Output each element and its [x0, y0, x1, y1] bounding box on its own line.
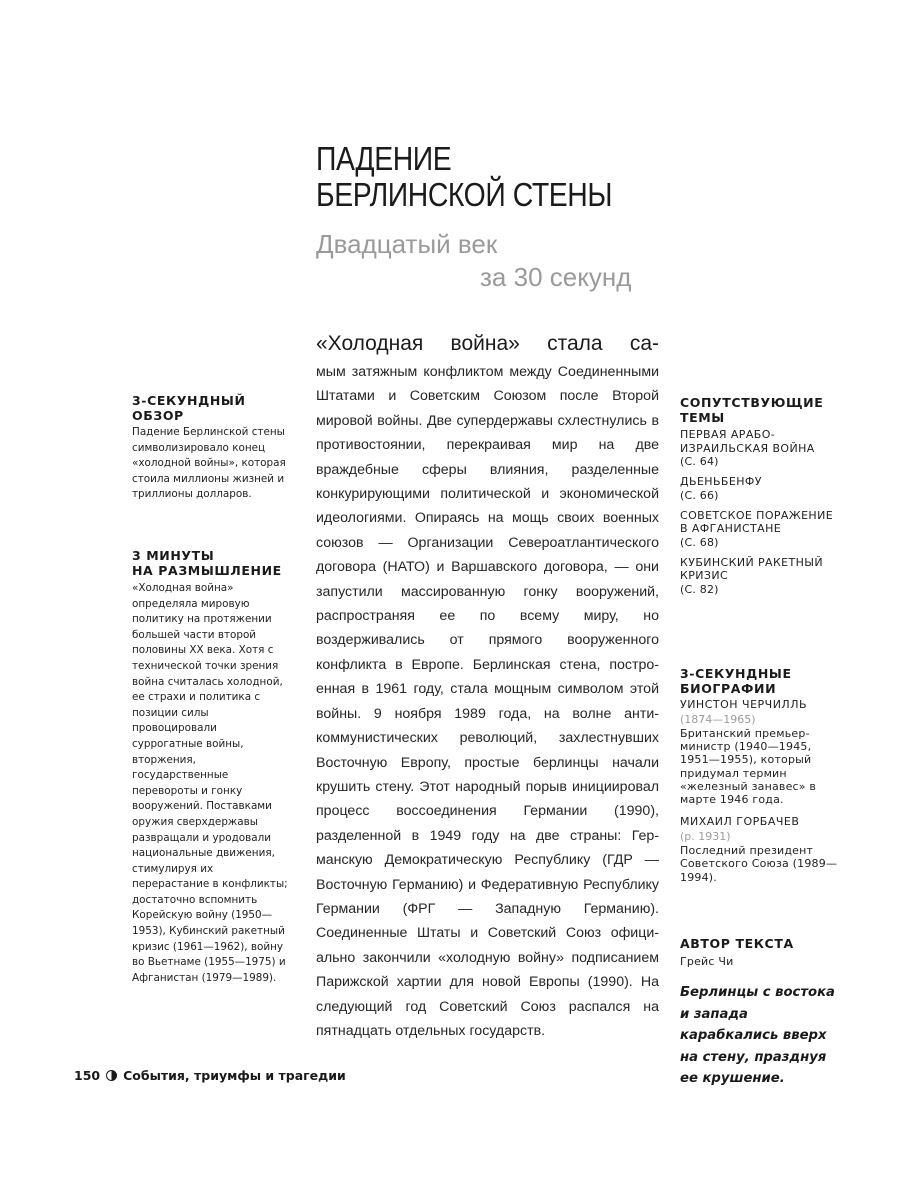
reflect-section	[132, 548, 290, 986]
related-item	[680, 556, 840, 596]
author-heading: АВТОР ТЕКСТА	[680, 936, 794, 951]
overview-text: Падение Берлинской стены символизировало конец «холодной войны», которая стоила миллионы жизней и триллионы долларов.	[132, 426, 286, 501]
overview-heading-1: 3-СЕКУНДНЫЙ	[132, 393, 246, 408]
subtitle-line-1: Двадцатый век	[316, 229, 498, 259]
page-number: 150	[74, 1068, 101, 1083]
related-item-page: (С. 64)	[680, 455, 719, 468]
bio-dates: (1874—1965)	[680, 713, 756, 726]
related-item-name: СОВЕТСКОЕ ПОРАЖЕНИЕ В АФГАНИСТАНЕ	[680, 508, 834, 535]
related-heading-1: СОПУТСТВУЮЩИЕ	[680, 395, 824, 410]
page-footer	[74, 1068, 346, 1083]
bio-dates: (р. 1931)	[680, 830, 731, 844]
bio-section	[680, 666, 840, 884]
related-item-page: (С. 68)	[680, 535, 719, 549]
author-section	[680, 936, 840, 968]
overview-heading-2: ОБЗОР	[132, 408, 184, 423]
related-item	[680, 428, 840, 468]
subtitle-line-2: за 30 секунд	[480, 262, 632, 292]
main-text-body: мым затяжным конфликтом между Соединенными Штатами и Советским Союзом после Второй мировой войны. Две супердержавы схлестнулись в противостоянии, перекраивая мир на две враждебные сферы влияния, разделенные конкурирующими политической и экономической идеологиями. Опираясь на мощь своих военных союзов — Организации Североатлантического договора (НАТО) и Варшавского договора, — они запустили массированную гонку вооружений, распространяя ее по всему миру, но воздерживались от прямого вооруженного конфликта в Европе. Берлинская стена, построенная в 1961 году, стала мощным символом этой войны. 9 ноября 1989 года, на волне антикоммунистических революций, захлестнувших Восточную Европу, простые берлинцы начали крушить стену. Этот народный порыв инициировал процесс воссоединения Германии (1990), разделенной в 1949 году на две страны: Германскую Демократическую Республику (ГДР — Восточную Германию) и Федеративную Республику Германии (ФРГ — Западную Германию). Соединенные Штаты и Советский Союз официально закончили «холодную войну» подписанием Парижской хартии для новой Европы (1990). На следующий год Советский Союз распался на пятнадцать отдельных государств.	[316, 364, 659, 1039]
section-name: События, триумфы и трагедии	[123, 1068, 346, 1083]
related-item-page: (С. 66)	[680, 488, 719, 502]
bio-entry	[680, 815, 840, 884]
page-title	[316, 141, 677, 213]
reflect-heading-1: 3 МИНУТЫ	[132, 548, 215, 563]
related-item-page: (С. 82)	[680, 582, 719, 596]
related-item-name: ДЬЕНЬБЕНФУ	[680, 475, 762, 488]
bio-heading-1: 3-СЕКУНДНЫЕ	[680, 666, 792, 681]
title-line-1: ПАДЕНИЕ	[316, 140, 452, 177]
reflect-text: «Холодная война» определяла мировую политику на протяжении большей части второй половины XX века. Хотя с технической точки зрения война считалась холодной, ее страхи и политика с позиции силы провоцировали суррогатные войны, вторжения, государственные перевороты и гонку вооружений. Поставками оружия сверхдержавы развращали и уродовали национальные движения, стимулируя их перерастание в конфликты; достаточно вспомнить Корейскую войну (1950—1953), Кубинский ракетный кризис (1961—1962), войну во Вьетнаме (1955—1975) и Афганистан (1979—1989).	[132, 582, 288, 984]
bio-entry	[680, 698, 840, 806]
related-item-name: ПЕРВАЯ АРАБО-ИЗРАИЛЬСКАЯ ВОЙНА	[680, 428, 815, 455]
related-item-name: КУБИНСКИЙ РАКЕТНЫЙ КРИЗИС	[680, 555, 824, 582]
related-item	[680, 475, 840, 502]
bio-desc: Последний президент Советского Союза (1989—1994).	[680, 844, 838, 884]
related-heading-2: ТЕМЫ	[680, 410, 725, 425]
main-text-lead: «Холодная война» стала са-	[316, 332, 659, 355]
title-line-2: БЕРЛИНСКОЙ СТЕНЫ	[316, 176, 613, 213]
bio-name: УИНСТОН ЧЕРЧИЛЛЬ	[680, 698, 808, 711]
reflect-heading-2: НА РАЗМЫШЛЕНИЕ	[132, 563, 282, 578]
bio-name: МИХАИЛ ГОРБАЧЕВ	[680, 815, 800, 829]
related-section	[680, 395, 840, 596]
overview-section	[132, 393, 290, 503]
related-item	[680, 509, 840, 549]
main-text	[316, 326, 659, 1043]
bio-heading-2: БИОГРАФИИ	[680, 681, 777, 696]
image-caption: Берлинцы с востока и запада карабкались вверх на стену, празднуя ее крушение.	[680, 985, 835, 1086]
half-circle-icon	[106, 1070, 117, 1081]
bio-desc: Британский премьер-министр (1940—1945, 1951—1955), который придумал термин «железный занавес» в марте 1946 года.	[680, 727, 817, 807]
author-name: Грейс Чи	[680, 955, 734, 968]
